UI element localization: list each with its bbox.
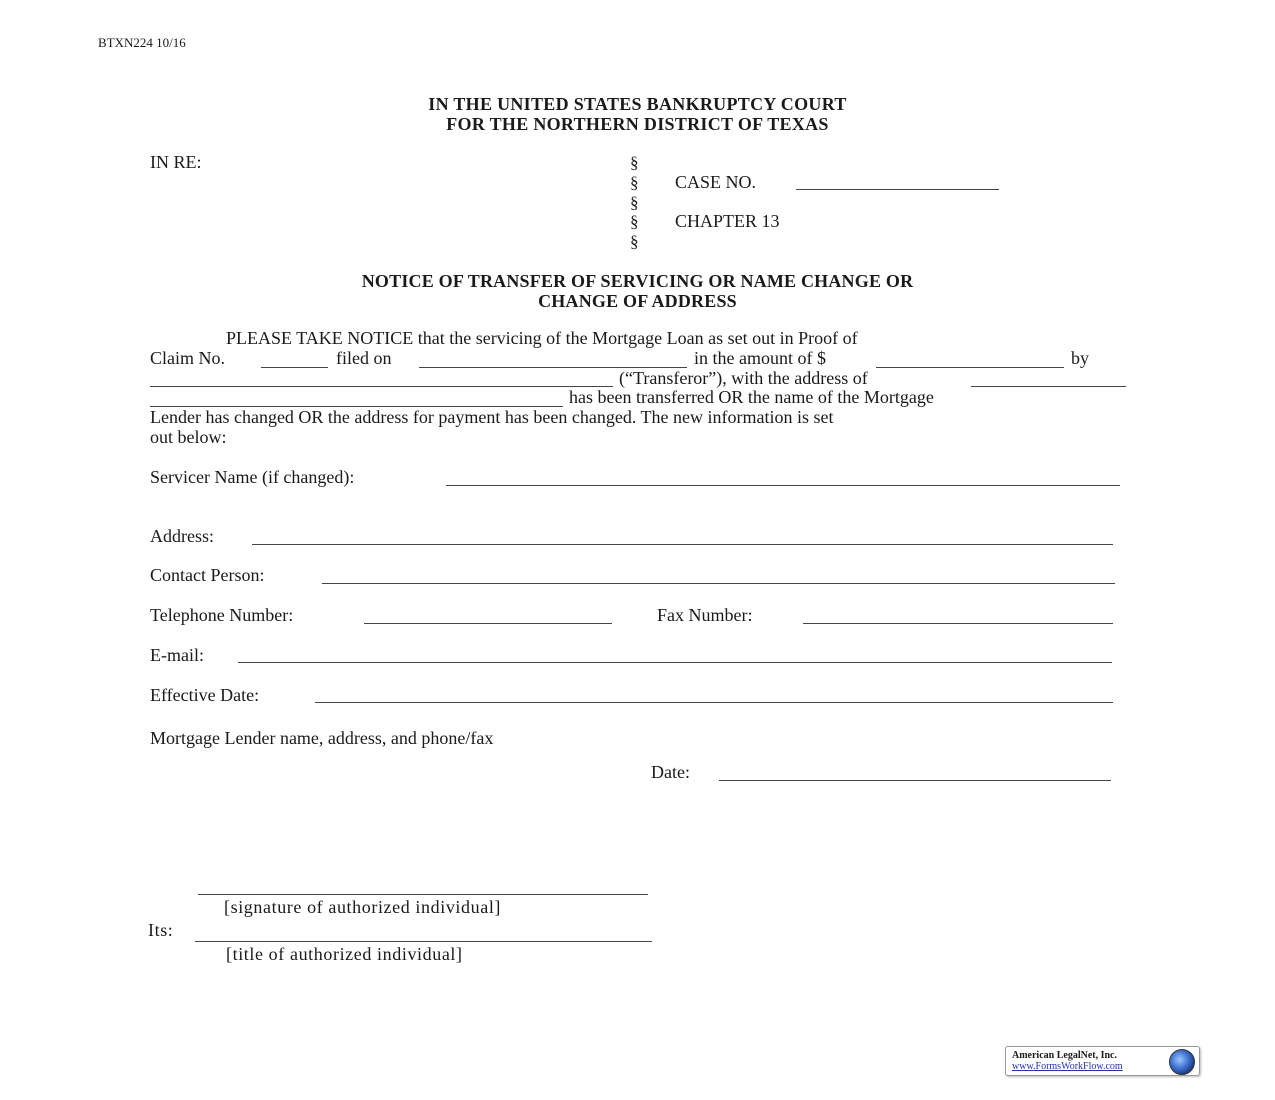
section-symbol-icon: § bbox=[630, 193, 639, 212]
case-no-field[interactable] bbox=[796, 168, 999, 189]
servicer-name-underline bbox=[446, 485, 1120, 486]
fax-underline bbox=[803, 623, 1113, 624]
section-symbol-icon: § bbox=[630, 173, 639, 192]
fax-label: Fax Number: bbox=[657, 605, 753, 625]
email-underline bbox=[238, 662, 1112, 663]
amount-field[interactable] bbox=[876, 345, 1064, 365]
section-symbol-icon: § bbox=[630, 153, 639, 172]
transferor-field[interactable] bbox=[150, 365, 613, 385]
filed-on-field[interactable] bbox=[419, 345, 687, 365]
american-legalnet-logo bbox=[1005, 1046, 1200, 1076]
telephone-field[interactable] bbox=[364, 602, 612, 622]
transferred-label: has been transferred OR the name of the Mortgage bbox=[569, 387, 934, 407]
date-underline bbox=[719, 780, 1111, 781]
signature-underline bbox=[198, 894, 648, 895]
transferor-label: (“Transferor”), with the address of bbox=[619, 368, 868, 388]
claim-no-label: Claim No. bbox=[150, 348, 225, 368]
chapter-label: CHAPTER 13 bbox=[675, 211, 780, 231]
signature-caption: [signature of authorized individual] bbox=[224, 897, 502, 917]
telephone-label: Telephone Number: bbox=[150, 605, 294, 625]
address-of-underline-1 bbox=[971, 386, 1126, 387]
date-field[interactable] bbox=[719, 759, 1111, 779]
servicer-name-field[interactable] bbox=[446, 464, 1120, 484]
globe-icon bbox=[1169, 1049, 1195, 1075]
notice-title-line2: CHANGE OF ADDRESS bbox=[538, 291, 737, 311]
effective-date-field[interactable] bbox=[315, 681, 1113, 701]
mortgage-lender-label: Mortgage Lender name, address, and phone/fax bbox=[150, 728, 494, 748]
title-caption: [title of authorized individual] bbox=[226, 944, 463, 964]
by-label: by bbox=[1071, 348, 1089, 368]
court-title-line2: FOR THE NORTHERN DISTRICT OF TEXAS bbox=[446, 114, 829, 134]
telephone-underline bbox=[364, 623, 612, 624]
address-label: Address: bbox=[150, 526, 214, 546]
its-label: Its: bbox=[148, 920, 174, 940]
email-label: E-mail: bbox=[150, 645, 204, 665]
case-no-underline bbox=[796, 189, 999, 190]
logo-website-link[interactable]: www.FormsWorkFlow.com bbox=[1012, 1061, 1123, 1072]
form-id: BTXN224 10/16 bbox=[98, 35, 186, 50]
notice-body-line1: PLEASE TAKE NOTICE that the servicing of the Mortgage Loan as set out in Proof of bbox=[226, 328, 858, 348]
date-label: Date: bbox=[651, 762, 690, 782]
email-field[interactable] bbox=[238, 641, 1112, 661]
section-symbol-icon: § bbox=[630, 212, 639, 231]
effective-date-label: Effective Date: bbox=[150, 685, 260, 705]
in-re-label: IN RE: bbox=[150, 152, 202, 172]
transferor-underline bbox=[150, 386, 613, 387]
section-symbol-icon: § bbox=[630, 232, 639, 251]
title-field[interactable] bbox=[195, 920, 652, 940]
title-underline bbox=[195, 941, 652, 942]
case-no-label: CASE NO. bbox=[675, 172, 757, 192]
fax-field[interactable] bbox=[803, 602, 1113, 622]
servicer-name-label: Servicer Name (if changed): bbox=[150, 467, 355, 487]
contact-person-underline bbox=[322, 583, 1115, 584]
filed-on-label: filed on bbox=[336, 348, 392, 368]
address-of-field-part1[interactable] bbox=[971, 365, 1126, 385]
address-underline bbox=[252, 544, 1113, 545]
amount-label: in the amount of $ bbox=[694, 348, 826, 368]
signature-field[interactable] bbox=[198, 873, 648, 893]
logo-company-name: American LegalNet, Inc. bbox=[1012, 1050, 1117, 1061]
contact-person-label: Contact Person: bbox=[150, 565, 265, 585]
claim-no-field[interactable] bbox=[261, 345, 328, 365]
notice-title-line1: NOTICE OF TRANSFER OF SERVICING OR NAME CHANGE OR bbox=[361, 271, 914, 291]
notice-body-line6: out below: bbox=[150, 427, 227, 447]
notice-body-line5: Lender has changed OR the address for payment has been changed. The new information is set bbox=[150, 407, 834, 427]
court-title-line1: IN THE UNITED STATES BANKRUPTCY COURT bbox=[428, 94, 847, 114]
address-field[interactable] bbox=[252, 523, 1113, 543]
effective-date-underline bbox=[315, 702, 1113, 703]
contact-person-field[interactable] bbox=[322, 562, 1115, 582]
